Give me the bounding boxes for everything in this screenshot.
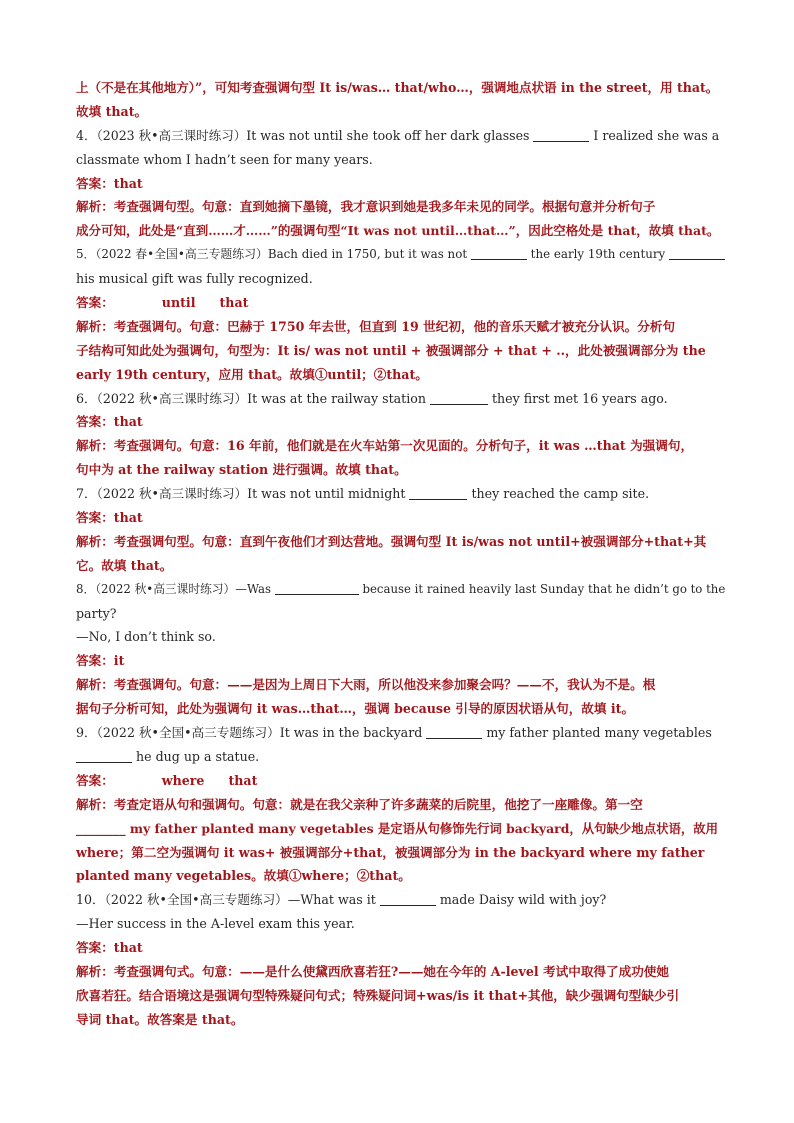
explanation-line: 成分可知，此处是“直到……才……”的强调句型“It was not until…that…”，因此空格处是 that，故填 that。 <box>76 223 720 239</box>
question-text-continued <box>76 745 719 769</box>
explanation-line: ________ my father planted many vegetables 是定语从句修饰先行词 backyard，从句缺少地点状语，故用 <box>76 820 719 836</box>
question-text: 9．（2022 秋•全国•高三专题练习）It was in the backyard <box>76 725 423 741</box>
answer-blank <box>380 891 436 906</box>
answer-value: that <box>228 772 258 788</box>
explanation-line: 解析：考查强调句型。句意：直到她摘下墨镜，我才意识到她是我多年未见的同学。根据句意并分析句子 <box>76 199 656 215</box>
question-text: the early 19th century <box>530 247 666 262</box>
answer-value: that <box>113 414 143 430</box>
answer-blank <box>76 748 132 763</box>
question-10 <box>76 888 719 912</box>
answer-label: 答案： <box>76 653 114 669</box>
explanation-line: 据句子分析可知，此处为强调句 it was…that…，强调 because 引导的原因状语从句，故填 it。 <box>76 701 635 717</box>
question-text: —No, I don’t think so. <box>76 629 216 645</box>
explanation-line: where；第二空为强调句 it was+ 被强调部分+that，被强调部分为 in the backyard where my father <box>76 844 705 860</box>
question-8 <box>76 578 726 602</box>
explanation-line: 解析：考查强调句。句意：巴赫于 1750 年去世，但直到 19 世纪初，他的音乐天赋才被充分认识。分析句 <box>76 318 676 334</box>
question-9 <box>76 721 719 745</box>
answer-line <box>76 291 719 315</box>
explanation-line: 上（不是在其他地方）”，可知考查强调句型 It is/was… that/who…，强调地点状语 in the street，用 that。 <box>76 80 719 95</box>
explanation-line: 它。故填 that。 <box>76 557 173 573</box>
answer-line <box>76 769 719 793</box>
answer-label: 答案： <box>76 295 114 311</box>
answer-line <box>76 410 719 434</box>
answer-blank <box>669 245 725 260</box>
answer-label: 答案： <box>76 772 114 788</box>
explanation-line: 解析：考查定语从句和强调句。句意：就是在我父亲种了许多蔬菜的后院里，他挖了一座雕像。第一空 <box>76 796 643 812</box>
explanation-line: planted many vegetables。故填①where；②that。 <box>76 868 411 884</box>
question-text: 4．（2023 秋•高三课时练习）It was not until she took off her dark glasses <box>76 127 530 143</box>
answer-blank <box>471 245 527 260</box>
question-text: they first met 16 years ago. <box>491 390 668 406</box>
explanation-line: 句中为 at the railway station 进行强调。故填 that。 <box>76 462 407 478</box>
answer-value: that <box>113 510 143 526</box>
question-4 <box>76 124 719 148</box>
answer-line <box>76 172 719 196</box>
answer-value: that <box>113 175 143 191</box>
answer-label: 答案： <box>76 175 114 191</box>
question-text: classmate whom I hadn’t seen for many years. <box>76 151 373 167</box>
explanation-line: early 19th century，应用 that。故填①until；②that。 <box>76 366 428 382</box>
document-page <box>76 76 726 1032</box>
question-text: because it rained heavily last Sunday that he didn’t go to the <box>362 581 726 596</box>
question-text: 5．（2022 春•全国•高三专题练习）Bach died in 1750, but it was not <box>76 247 468 262</box>
answer-blank <box>430 390 488 405</box>
answer-value: that <box>219 295 249 311</box>
answer-line <box>76 506 719 530</box>
explanation-line: 解析：考查强调句型。句意：直到午夜他们才到达营地。强调句型 It is/was not until+被强调部分+that+其 <box>76 533 707 549</box>
answer-value: it <box>113 653 125 669</box>
answer-value: until <box>161 295 196 311</box>
question-7 <box>76 482 719 506</box>
explanation-line: 解析：考查强调句式。句意：——是什么使黛西欣喜若狂?——她在今年的 A-level 考试中取得了成功使她 <box>76 963 669 979</box>
answer-value: that <box>113 940 143 956</box>
explanation-line: 故填 that。 <box>76 103 148 119</box>
question-text: my father planted many vegetables <box>486 725 712 741</box>
answer-blank <box>426 724 482 739</box>
answer-line <box>76 936 719 960</box>
question-text: he dug up a statue. <box>136 748 260 764</box>
question-text: 10．（2022 秋•全国•高三专题练习）—What was it <box>76 892 376 908</box>
answer-value: where <box>161 772 205 788</box>
answer-blank <box>533 127 589 142</box>
question-text: —Her success in the A-level exam this year. <box>76 916 355 932</box>
answer-blank <box>275 580 359 595</box>
answer-label: 答案： <box>76 510 114 526</box>
question-text: party? <box>76 605 117 621</box>
question-text: they reached the camp site. <box>471 486 650 502</box>
question-text: I realized she was a <box>593 127 720 143</box>
question-text: made Daisy wild with joy? <box>439 892 607 908</box>
answer-blank <box>409 485 467 500</box>
answer-label: 答案： <box>76 414 114 430</box>
question-text: 8．（2022 秋•高三课时练习）—Was <box>76 581 271 596</box>
question-6 <box>76 387 719 411</box>
explanation-line: 解析：考查强调句。句意：——是因为上周日下大雨，所以他没来参加聚会吗？——不，我认为不是。根 <box>76 677 656 693</box>
explanation-line: 子结构可知此处为强调句，句型为：It is/ was not until + 被强调部分 + that + ..，此处被强调部分为 the <box>76 342 706 358</box>
question-text: 6．（2022 秋•高三课时练习）It was at the railway station <box>76 390 426 406</box>
question-text: his musical gift was fully recognized. <box>76 271 313 287</box>
answer-line <box>76 649 719 673</box>
answer-label: 答案： <box>76 940 114 956</box>
question-text: 7．（2022 秋•高三课时练习）It was not until midnight <box>76 486 406 502</box>
question-5 <box>76 243 719 267</box>
explanation-line: 欣喜若狂。结合语境这是强调句型特殊疑问句式；特殊疑问词+was/is it that+其他，缺少强调句型缺少引 <box>76 987 680 1003</box>
explanation-line: 导词 that。故答案是 that。 <box>76 1011 244 1027</box>
explanation-line: 解析：考查强调句。句意：16 年前，他们就是在火车站第一次见面的。分析句子，it was …that 为强调句， <box>76 438 694 454</box>
